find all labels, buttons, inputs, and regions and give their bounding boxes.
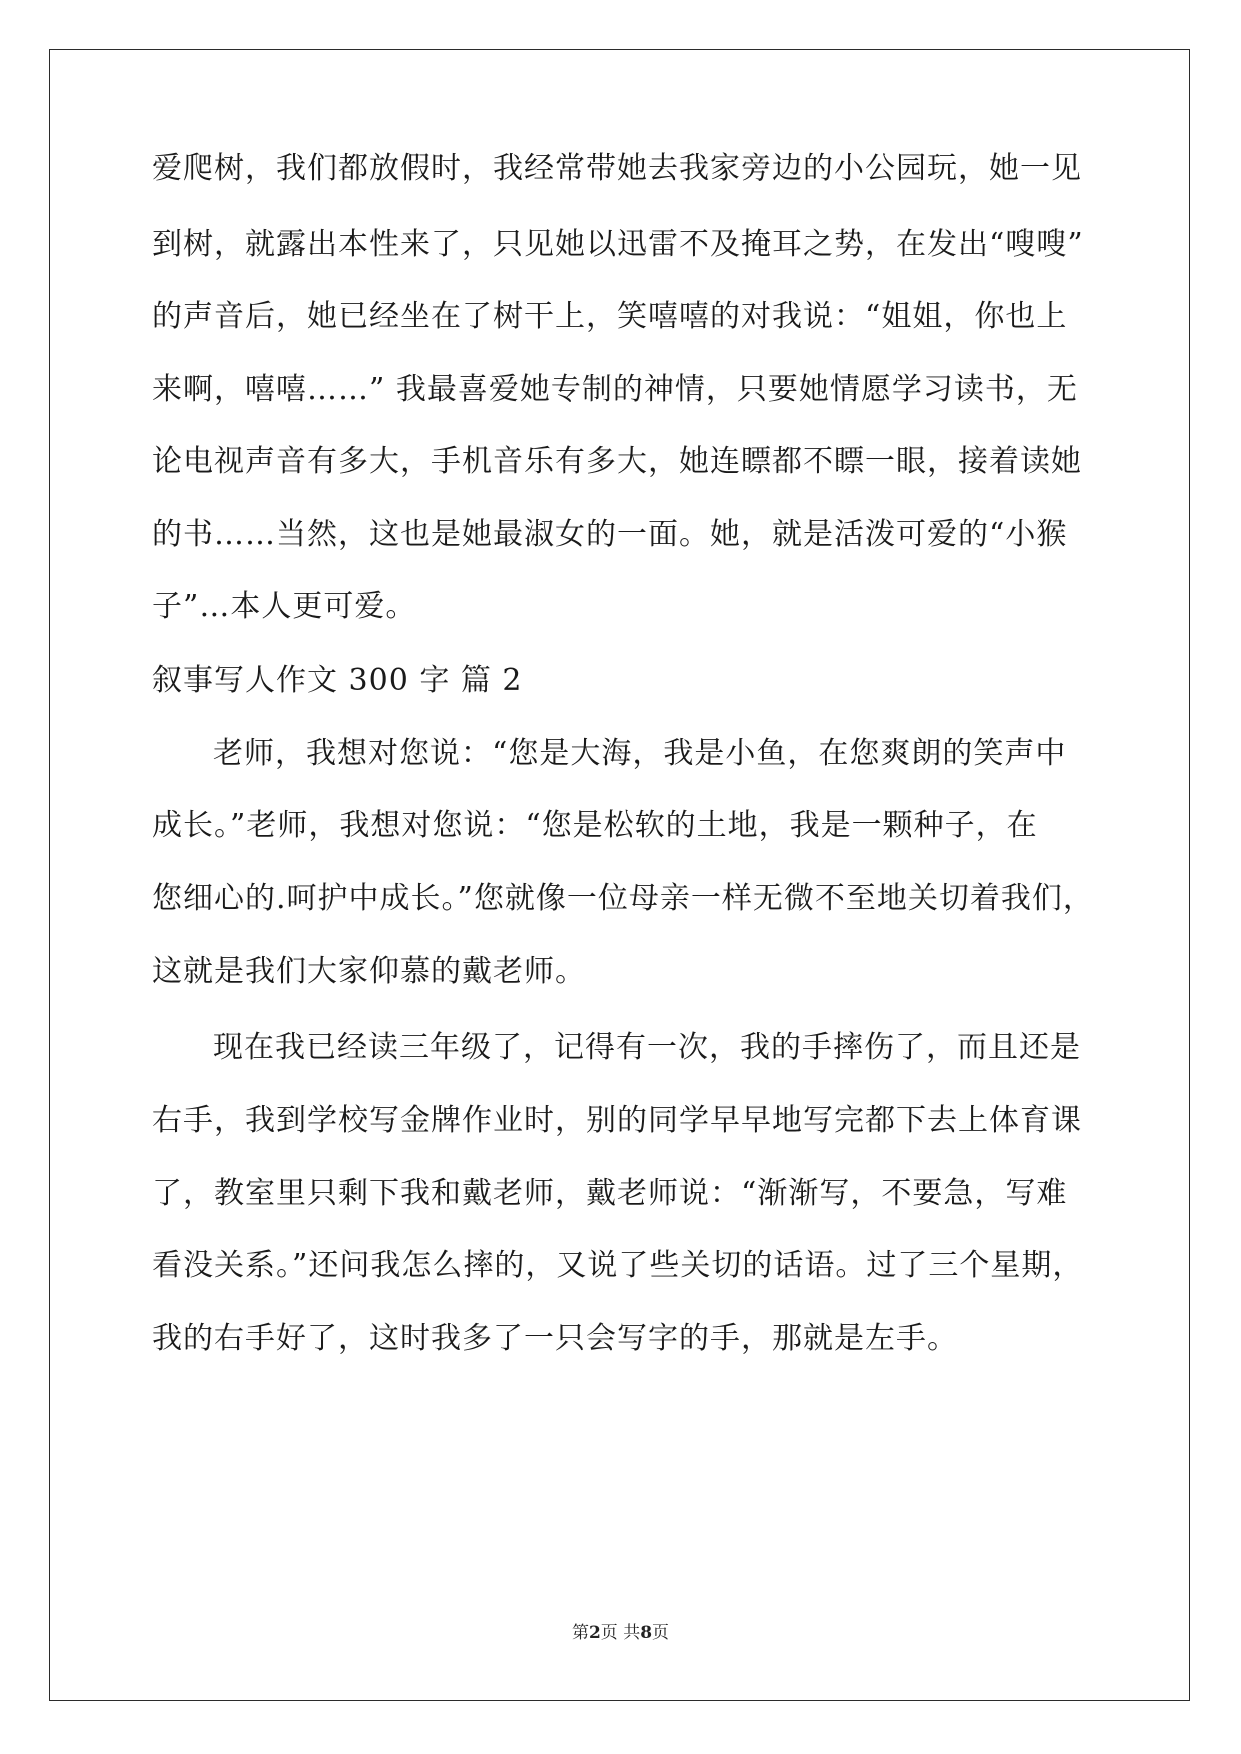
total-page-number: 8: [640, 1623, 653, 1643]
text-line: 右手，我到学校写金牌作业时，别的同学早早地写完都下去上体育课: [152, 1103, 1082, 1138]
text-line: 到树，就露出本性来了，只见她以迅雷不及掩耳之势，在发出“嗖嗖”: [152, 227, 1084, 262]
text-line: 我的右手好了，这时我多了一只会写字的手，那就是左手。: [152, 1321, 958, 1356]
text-line: 子”…本人更可爱。: [152, 589, 417, 624]
text-line: 成长。”老师，我想对您说：“您是松软的土地，我是一颗种子，在: [152, 808, 1038, 843]
footer-mid: 页 共: [600, 1623, 641, 1643]
current-page-number: 2: [588, 1623, 601, 1643]
paragraph-first-line: 老师，我想对您说：“您是大海，我是小鱼，在您爽朗的笑声中: [213, 736, 1067, 771]
text-line: 论电视声音有多大，手机音乐有多大，她连瞟都不瞟一眼，接着读她: [152, 444, 1082, 479]
footer-suffix: 页: [652, 1623, 670, 1643]
text-line: 这就是我们大家仰慕的戴老师。: [152, 954, 586, 989]
section-heading: 叙事写人作文 300 字 篇 2: [152, 663, 523, 698]
text-line: 来啊，嘻嘻……” 我最喜爱她专制的神情，只要她情愿学习读书，无: [152, 372, 1078, 407]
text-line: 爱爬树，我们都放假时，我经常带她去我家旁边的小公园玩，她一见: [152, 151, 1082, 186]
footer-prefix: 第: [571, 1623, 589, 1643]
text-line: 的书……当然，这也是她最淑女的一面。她，就是活泼可爱的“小猴: [152, 517, 1068, 552]
text-line: 了，教室里只剩下我和戴老师，戴老师说：“渐渐写，不要急，写难: [152, 1176, 1068, 1211]
page-border: [49, 49, 1190, 1701]
page-footer: [0, 1618, 1241, 1643]
text-line: 看没关系。”还问我怎么摔的，又说了些关切的话语。过了三个星期，: [152, 1248, 1084, 1283]
text-line: 的声音后，她已经坐在了树干上，笑嘻嘻的对我说：“姐姐，你也上: [152, 299, 1068, 334]
paragraph-first-line: 现在我已经读三年级了，记得有一次，我的手摔伤了，而且还是: [213, 1030, 1081, 1065]
text-line: 您细心的.呵护中成长。”您就像一位母亲一样无微不至地关切着我们，: [152, 881, 1094, 916]
